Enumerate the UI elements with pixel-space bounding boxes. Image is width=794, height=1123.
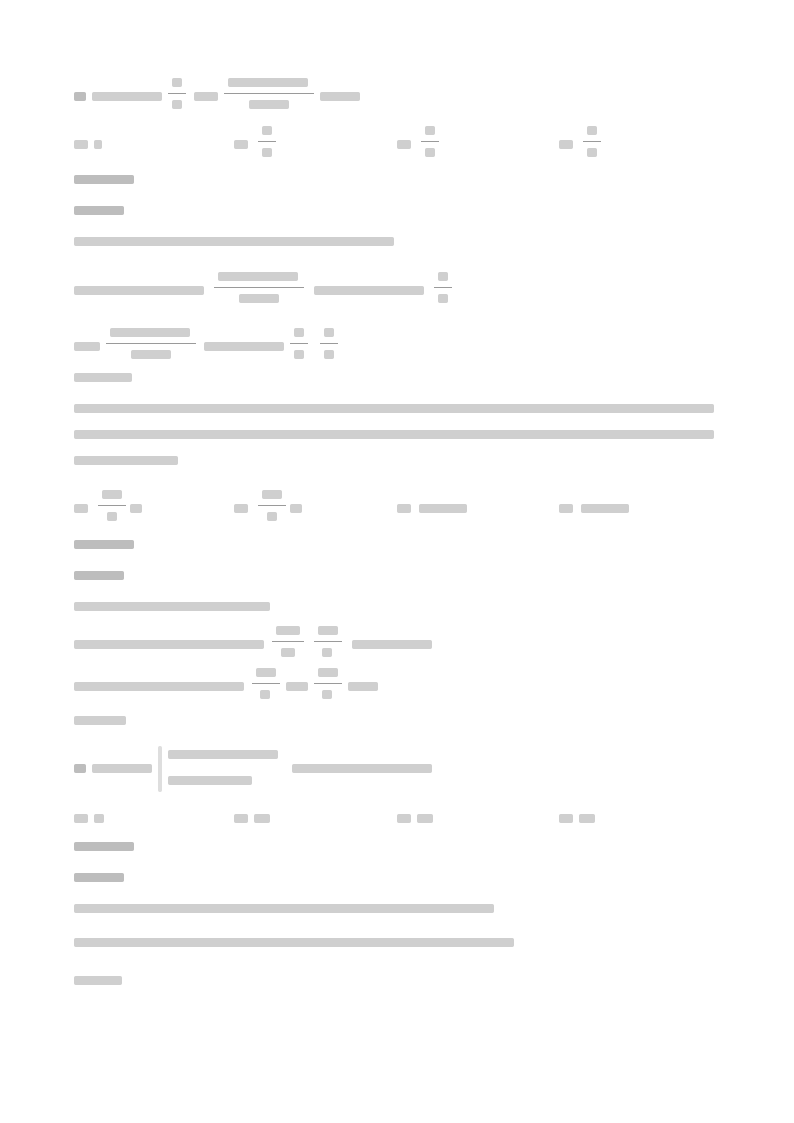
q3-method-line [74, 237, 494, 249]
q3-option-b[interactable] [234, 126, 314, 162]
q5-detail-line [74, 938, 574, 950]
q3-answer-line [74, 175, 274, 187]
q4-option-b[interactable] [234, 490, 314, 526]
q5-method-line [74, 904, 514, 916]
question-4 [74, 404, 734, 482]
q3-stem-c [320, 92, 360, 101]
q4-option-c[interactable] [397, 490, 497, 526]
q4-answer-line [74, 540, 274, 552]
q3-option-a[interactable] [74, 126, 154, 162]
q5-answer-line [74, 842, 274, 854]
q5-option-b[interactable] [234, 800, 314, 836]
q3-number [74, 92, 86, 101]
q5-option-a[interactable] [74, 800, 154, 836]
q3-detail-line-2 [74, 328, 574, 368]
q4-method-line [74, 602, 374, 614]
q3-result-line [74, 373, 274, 385]
q3-option-d[interactable] [559, 126, 639, 162]
q4-option-a[interactable] [74, 490, 154, 526]
q3-analysis-heading [74, 206, 274, 218]
q4-result-line [74, 716, 274, 728]
q5-analysis-heading [74, 873, 274, 885]
q4-options [74, 490, 674, 526]
q3-option-c[interactable] [397, 126, 477, 162]
q4-option-d[interactable] [559, 490, 659, 526]
q5-options [74, 800, 674, 836]
q3-stem-a [92, 92, 162, 101]
q5-result-line [74, 976, 274, 988]
q5-option-c[interactable] [397, 800, 477, 836]
q4-analysis-heading [74, 571, 274, 583]
q4-detail-line-1 [74, 626, 574, 666]
q3-stem-b [194, 92, 218, 101]
q3-detail-line-1 [74, 272, 574, 312]
q4-detail-line-2 [74, 668, 574, 708]
q3-options [74, 126, 674, 162]
question-5 [74, 746, 574, 796]
q5-option-d[interactable] [559, 800, 639, 836]
question-3 [74, 78, 714, 118]
